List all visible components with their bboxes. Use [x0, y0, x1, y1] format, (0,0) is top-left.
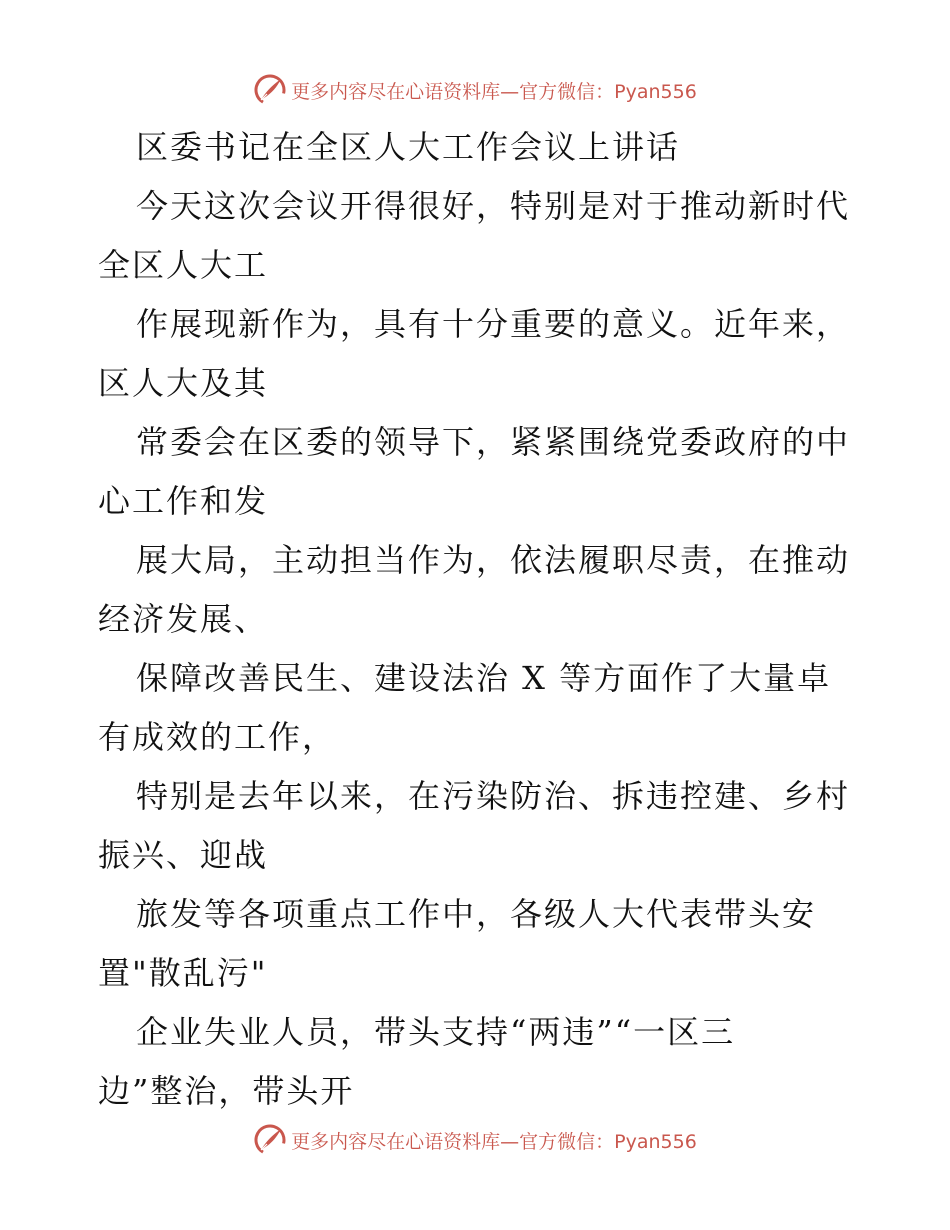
- text-line: 边”整治，带头开: [98, 1072, 355, 1110]
- text-line: 有成效的工作，: [98, 718, 337, 756]
- text-line: 置"散乱污": [98, 954, 268, 992]
- text-line: 振兴、迎战: [98, 836, 269, 874]
- text-line: 区人大及其: [98, 364, 269, 402]
- text-line: 特别是去年以来，在污染防治、拆违控建、乡村: [136, 777, 851, 815]
- header-banner-text: 更多内容尽在心语资料库—官方微信：Pyan556: [291, 80, 697, 103]
- text-line: 常委会在区委的领导下，紧紧围绕党委政府的中: [136, 423, 851, 461]
- text-line: 旅发等各项重点工作中，各级人大代表带头安: [136, 895, 817, 933]
- footer-banner: [0, 1120, 950, 1160]
- text-line: 企业失业人员，带头支持“两违”“一区三: [136, 1013, 736, 1051]
- text-line: 今天这次会议开得很好，特别是对于推动新时代: [136, 187, 851, 225]
- text-line: 经济发展、: [98, 600, 269, 638]
- text-line: 作展现新作为，具有十分重要的意义。近年来，: [136, 305, 851, 343]
- document-title: 区委书记在全区人大工作会议上讲话: [136, 128, 681, 166]
- text-line: 展大局，主动担当作为，依法履职尽责，在推动: [136, 541, 851, 579]
- text-line: 保障改善民生、建设法治 X 等方面作了大量卓: [136, 659, 832, 697]
- text-line: 心工作和发: [98, 482, 269, 520]
- quill-pen-logo-icon: [253, 1123, 287, 1157]
- footer-banner-text: 更多内容尽在心语资料库—官方微信：Pyan556: [291, 1130, 697, 1153]
- text-line: 全区人大工: [98, 246, 269, 284]
